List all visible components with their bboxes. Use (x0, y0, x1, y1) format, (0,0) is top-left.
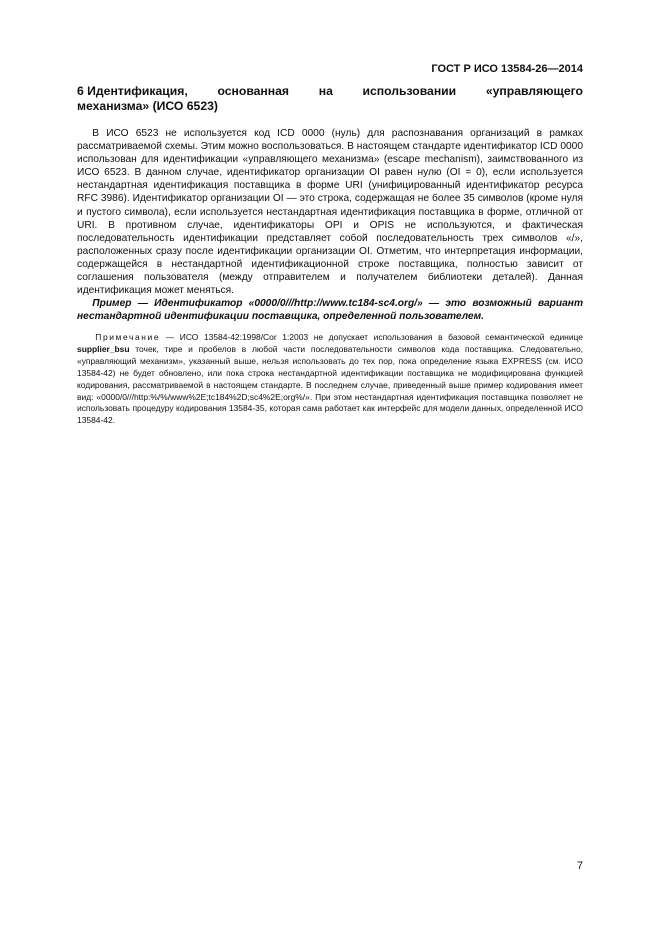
section-heading-line2: механизма» (ИСО 6523) (77, 99, 218, 113)
example-text: Пример — Идентификатор «0000/0///http://www.tc184-sc4.org/» — это возможный вариант нестандартной идентификации поставщика, определенной пользователем. (77, 298, 583, 323)
running-header: ГОСТ Р ИСО 13584-26—2014 (431, 63, 583, 75)
section-heading-line1 (77, 84, 583, 99)
body-paragraph (77, 127, 583, 297)
page-number: 7 (576, 860, 583, 872)
section-heading (77, 84, 583, 114)
section-title-word: на (318, 84, 333, 98)
document-page (77, 0, 583, 936)
body-paragraph-text: В ИСО 6523 не используется код ICD 0000 (нуль) для распознавания организаций в рамках рассматриваемой схемы. Этим можно воспользоваться. В настоящем стандарте идентификатор ICD 0000 использован для идентификации «управляющего механизма» (escape mechanism), заимствованного из ИСО 6523. В данном случае, идентификатор организации OI равен нулю (OI = 0), если используется нестандартная идентификация поставщика в форме URI (унифицированный идентификатор ресурса RFC 3986). Идентификатор организации OI — это строка, содержащая не более 35 символов (кроме нуля и пустого символа), если используется нестандартная идентификация поставщика в форме, отличной от URI. В противном случае, идентификаторы OPI и OPIS не используются, и фактическая последовательность идентификации представляет собой последовательность трех символов «/», расположенных сразу после идентификации организации OI. Отметим, что интерпретация информации, содержащейся в нестандартной идентификационной строке поставщика, полностью зависит от соглашения пользователя (между отправителем и получателем библиотеки деталей). Данная идентификация может меняться. (77, 128, 583, 297)
section-title-word: «управляющего (485, 84, 583, 98)
section-title-word: основанная (217, 84, 290, 98)
note-label: Примечание (95, 332, 161, 342)
section-number: 6 (77, 84, 84, 98)
section-title-first-word (77, 84, 188, 99)
note-text-part1: — ИСО 13584-42:1998/Cor 1:2003 не допускает использования в базовой семантической единице (160, 332, 583, 342)
note-text-part2: точек, тире и пробелов в любой части последовательности символов кода поставщика. Следовательно, «управляющий механизм», указанный выше, нельзя использовать до тех пор, пока определение языка EXPRESS (см. ИСО 13584-42) не будет обновлено, или пока строка нестандартной идентификации поставщика не модифицирована функцией кодирования, рассматриваемой в настоящем стандарте. В последнем случае, приведенный выше пример кодирования имеет вид: «0000/0///http:%/%/www%2E;tc184%2D;sc4%2E;org%/». При этом нестандартная идентификация поставщика позволяет не использовать процедуру кодирования 13584-35, которая сама работает как интерфейс для модели данных, определенной ИСО 13584-42. (77, 343, 583, 426)
example-paragraph (77, 297, 583, 323)
section-title-word: Идентификация, (87, 84, 188, 98)
note (77, 332, 583, 427)
note-paragraph (77, 332, 583, 427)
note-term: supplier_bsu (77, 343, 130, 354)
body-text (77, 127, 583, 323)
section-title-word: использовании (362, 84, 457, 98)
